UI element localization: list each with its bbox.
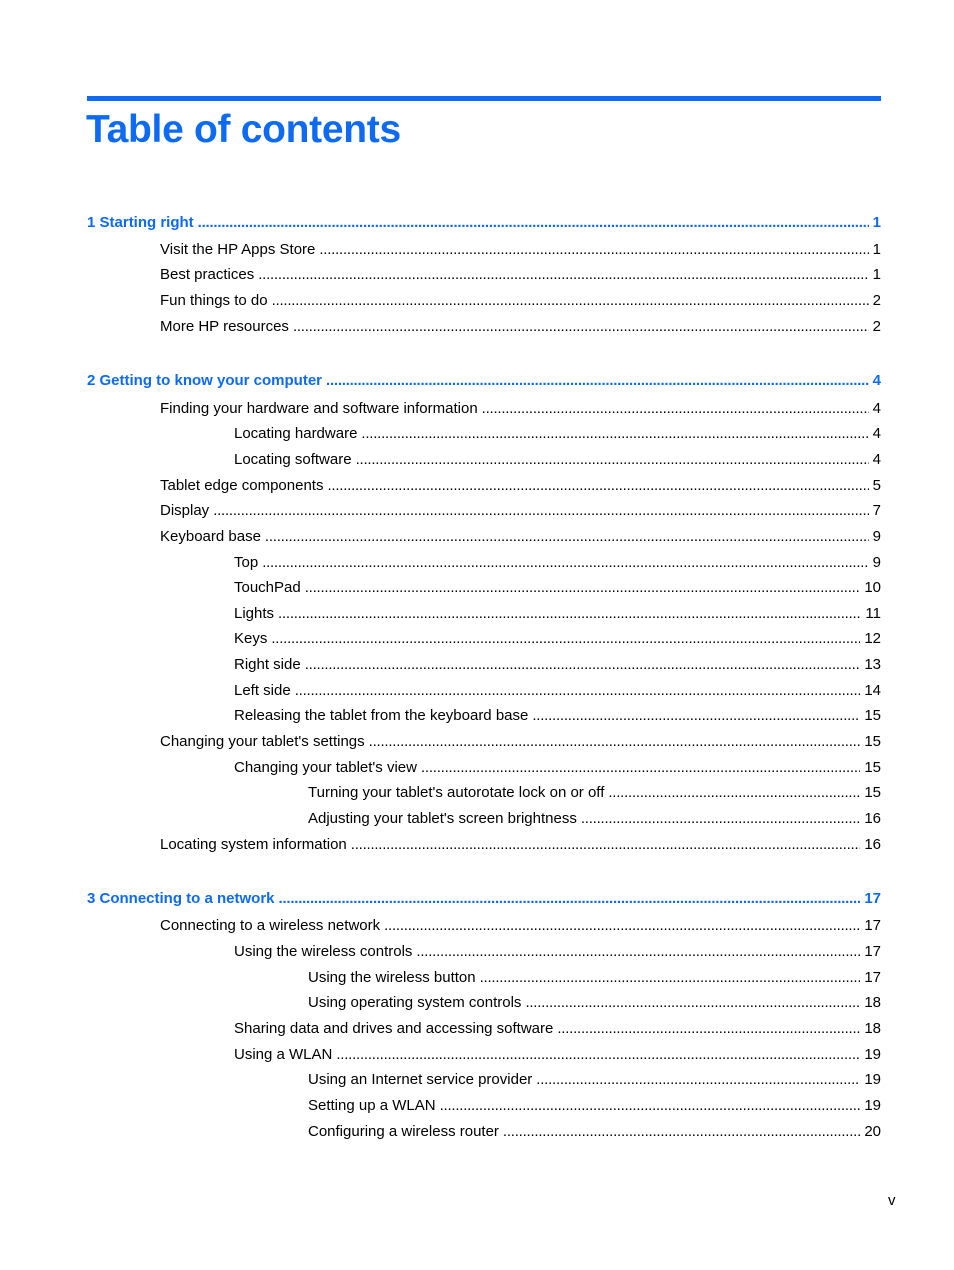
toc-entry[interactable]: [160, 241, 881, 259]
dot-leader: [293, 318, 869, 336]
toc-entry[interactable]: [308, 1071, 881, 1089]
dot-leader: [198, 214, 869, 232]
page-number: v: [888, 1192, 896, 1209]
dot-leader: [326, 372, 869, 390]
toc-entry-page: 17: [864, 890, 881, 907]
toc-entry-page: 4: [872, 425, 881, 442]
toc-entry-label: Keys: [234, 630, 268, 647]
dot-leader: [305, 579, 861, 597]
toc-entry-page: 11: [865, 605, 881, 622]
toc-entry[interactable]: [234, 579, 881, 597]
toc-entry[interactable]: [234, 451, 881, 469]
dot-leader: [369, 733, 861, 751]
toc-entry-label: Using operating system controls: [308, 994, 522, 1011]
toc-entry-page: 1: [872, 214, 881, 231]
toc-entry-page: 9: [872, 554, 881, 571]
dot-leader: [480, 969, 861, 987]
toc-entry[interactable]: [308, 810, 881, 828]
dot-leader: [265, 528, 869, 546]
toc-entry-label: Keyboard base: [160, 528, 261, 545]
toc-entry-page: 15: [864, 733, 881, 750]
toc-entry-page: 15: [864, 707, 881, 724]
toc-entry-page: 4: [872, 372, 881, 389]
toc-entry[interactable]: [160, 400, 881, 418]
toc-entry-label: Locating hardware: [234, 425, 358, 442]
toc-entry-label: Sharing data and drives and accessing software: [234, 1020, 554, 1037]
dot-leader: [356, 451, 869, 469]
toc-chapter-entry[interactable]: [87, 890, 881, 908]
toc-entry[interactable]: [234, 605, 881, 623]
toc-entry-label: TouchPad: [234, 579, 301, 596]
toc-entry-label: Turning your tablet's autorotate lock on or off: [308, 784, 605, 801]
toc-entry-page: 20: [864, 1123, 881, 1140]
toc-entry-label: Top: [234, 554, 259, 571]
dot-leader: [351, 836, 861, 854]
toc-entry-page: 1: [872, 266, 881, 283]
dot-leader: [608, 784, 860, 802]
toc-entry[interactable]: [308, 1123, 881, 1141]
toc-entry-page: 2: [872, 292, 881, 309]
toc-entry-label: 1 Starting right: [87, 214, 194, 231]
toc-entry[interactable]: [160, 292, 881, 310]
toc-entry[interactable]: [234, 1046, 881, 1064]
dot-leader: [440, 1097, 861, 1115]
dot-leader: [421, 759, 860, 777]
dot-leader: [384, 917, 860, 935]
toc-entry[interactable]: [160, 266, 881, 284]
toc-entry-page: 19: [864, 1097, 881, 1114]
toc-entry-label: 2 Getting to know your computer: [87, 372, 323, 389]
dot-leader: [295, 682, 861, 700]
toc-entry[interactable]: [308, 1097, 881, 1115]
toc-entry-page: 7: [872, 502, 881, 519]
dot-leader: [336, 1046, 860, 1064]
toc-entry-page: 18: [864, 994, 881, 1011]
toc-entry-page: 9: [872, 528, 881, 545]
toc-entry-label: Changing your tablet's view: [234, 759, 417, 776]
toc-entry-label: Setting up a WLAN: [308, 1097, 436, 1114]
toc-entry-label: Lights: [234, 605, 275, 622]
dot-leader: [581, 810, 860, 828]
toc-entry-page: 17: [864, 969, 881, 986]
toc-entry-page: 18: [864, 1020, 881, 1037]
toc-entry-label: Using the wireless button: [308, 969, 476, 986]
toc-entry-label: Using an Internet service provider: [308, 1071, 533, 1088]
dot-leader: [279, 890, 861, 908]
toc-entry-label: Locating system information: [160, 836, 347, 853]
toc-entry[interactable]: [160, 477, 881, 495]
toc-entry-label: Fun things to do: [160, 292, 268, 309]
toc-entry-label: Connecting to a wireless network: [160, 917, 381, 934]
toc-entry[interactable]: [160, 528, 881, 546]
toc-entry-page: 4: [872, 451, 881, 468]
toc-entry-page: 19: [864, 1046, 881, 1063]
toc-entry[interactable]: [234, 759, 881, 777]
toc-entry[interactable]: [234, 630, 881, 648]
dot-leader: [557, 1020, 860, 1038]
dot-leader: [416, 943, 860, 961]
dot-leader: [262, 554, 868, 572]
toc-entry-page: 16: [864, 836, 881, 853]
toc-entry-page: 14: [864, 682, 881, 699]
toc-entry[interactable]: [234, 707, 881, 725]
toc-entry-page: 4: [872, 400, 881, 417]
toc-entry-page: 17: [864, 917, 881, 934]
toc-entry[interactable]: [160, 733, 881, 751]
dot-leader: [482, 400, 869, 418]
dot-leader: [213, 502, 868, 520]
dot-leader: [271, 630, 860, 648]
toc-entry-page: 12: [864, 630, 881, 647]
toc-entry[interactable]: [234, 682, 881, 700]
toc-entry-page: 16: [864, 810, 881, 827]
dot-leader: [305, 656, 861, 674]
toc-entry-label: Right side: [234, 656, 301, 673]
dot-leader: [503, 1123, 860, 1141]
toc-entry[interactable]: [234, 943, 881, 961]
toc-entry[interactable]: [234, 1020, 881, 1038]
toc-chapter-entry[interactable]: [87, 372, 881, 390]
toc-entry[interactable]: [160, 502, 881, 520]
dot-leader: [327, 477, 868, 495]
dot-leader: [319, 241, 868, 259]
page-title: Table of contents: [86, 108, 401, 151]
toc-entry-label: 3 Connecting to a network: [87, 890, 275, 907]
toc-entry-page: 5: [872, 477, 881, 494]
toc-entry-page: 17: [864, 943, 881, 960]
dot-leader: [272, 292, 869, 310]
title-rule: [87, 96, 881, 101]
toc-entry-label: Adjusting your tablet's screen brightness: [308, 810, 577, 827]
toc-entry[interactable]: [308, 784, 881, 802]
toc-entry-page: 19: [864, 1071, 881, 1088]
toc-entry[interactable]: [160, 836, 881, 854]
toc-entry-label: Using a WLAN: [234, 1046, 333, 1063]
toc-entry-label: Configuring a wireless router: [308, 1123, 499, 1140]
dot-leader: [532, 707, 860, 725]
toc-entry-page: 2: [872, 318, 881, 335]
toc-entry[interactable]: [308, 994, 881, 1012]
toc-entry-label: Releasing the tablet from the keyboard base: [234, 707, 529, 724]
toc-entry-label: Using the wireless controls: [234, 943, 413, 960]
toc-entry-page: 15: [864, 759, 881, 776]
toc-entry-label: Visit the HP Apps Store: [160, 241, 316, 258]
toc-entry-page: 15: [864, 784, 881, 801]
toc-entry[interactable]: [160, 917, 881, 935]
toc-entry[interactable]: [234, 554, 881, 572]
toc-entry[interactable]: [234, 425, 881, 443]
toc-entry-label: Locating software: [234, 451, 352, 468]
toc-entry-page: 1: [872, 241, 881, 258]
toc-chapter-entry[interactable]: [87, 214, 881, 232]
toc-entry-page: 10: [864, 579, 881, 596]
toc-entry-label: Display: [160, 502, 210, 519]
toc-entry[interactable]: [308, 969, 881, 987]
toc-entry-label: More HP resources: [160, 318, 289, 335]
toc-entry-label: Best practices: [160, 266, 255, 283]
toc-entry-label: Tablet edge components: [160, 477, 324, 494]
toc-entry[interactable]: [160, 318, 881, 336]
dot-leader: [361, 425, 868, 443]
dot-leader: [536, 1071, 860, 1089]
toc-entry-label: Finding your hardware and software information: [160, 400, 478, 417]
dot-leader: [278, 605, 861, 623]
dot-leader: [258, 266, 868, 284]
toc-entry-label: Changing your tablet's settings: [160, 733, 365, 750]
toc-entry-label: Left side: [234, 682, 291, 699]
dot-leader: [525, 994, 860, 1012]
toc-entry-page: 13: [864, 656, 881, 673]
toc-entry[interactable]: [234, 656, 881, 674]
